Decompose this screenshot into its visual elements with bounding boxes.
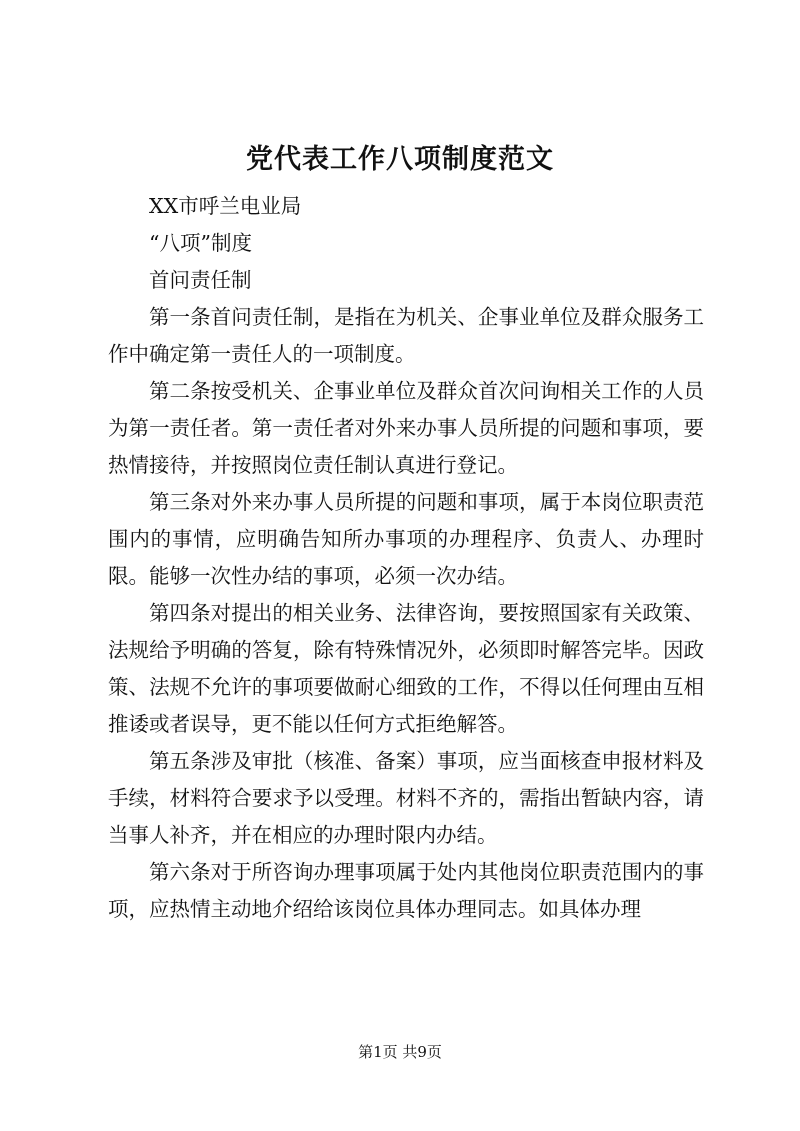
paragraph-article-2: 第二条按受机关、企事业单位及群众首次问询相关工作的人员为第一责任者。第一责任者对外来办事人员所提的问题和事项，要热情接待，并按照岗位责任制认真进行登记。 bbox=[108, 379, 704, 477]
paragraph-article-6: 第六条对于所咨询办理事项属于处内其他岗位职责范围内的事项，应热情主动地介绍给该岗位具体办理同志。如具体办理 bbox=[108, 860, 704, 921]
paragraph-article-5: 第五条涉及审批（核准、备案）事项，应当面核查申报材料及手续，材料符合要求予以受理。材料不齐的，需指出暂缺内容，请当事人补齐，并在相应的办理时限内办结。 bbox=[108, 749, 704, 847]
document-body bbox=[108, 188, 704, 928]
paragraph-system-heading: “八项”制度 bbox=[149, 231, 252, 255]
page-number-footer: 第1页 共9页 bbox=[358, 1043, 442, 1061]
paragraph-article-1: 第一条首问责任制，是指在为机关、企事业单位及群众服务工作中确定第一责任人的一项制度。 bbox=[108, 305, 704, 366]
paragraph-section-heading: 首问责任制 bbox=[149, 268, 252, 292]
paragraph-article-4: 第四条对提出的相关业务、法律咨询，要按照国家有关政策、法规给予明确的答复，除有特殊情况外，必须即时解答完毕。因政策、法规不允许的事项要做耐心细致的工作，不得以任何理由互相推诿或者误导，更不能以任何方式拒绝解答。 bbox=[108, 601, 704, 736]
paragraph-org: XX市呼兰电业局 bbox=[149, 194, 302, 218]
paragraph-article-3: 第三条对外来办事人员所提的问题和事项，属于本岗位职责范围内的事情，应明确告知所办事项的办理程序、负责人、办理时限。能够一次性办结的事项，必须一次办结。 bbox=[108, 490, 704, 588]
document-title: 党代表工作八项制度范文 bbox=[246, 144, 554, 175]
